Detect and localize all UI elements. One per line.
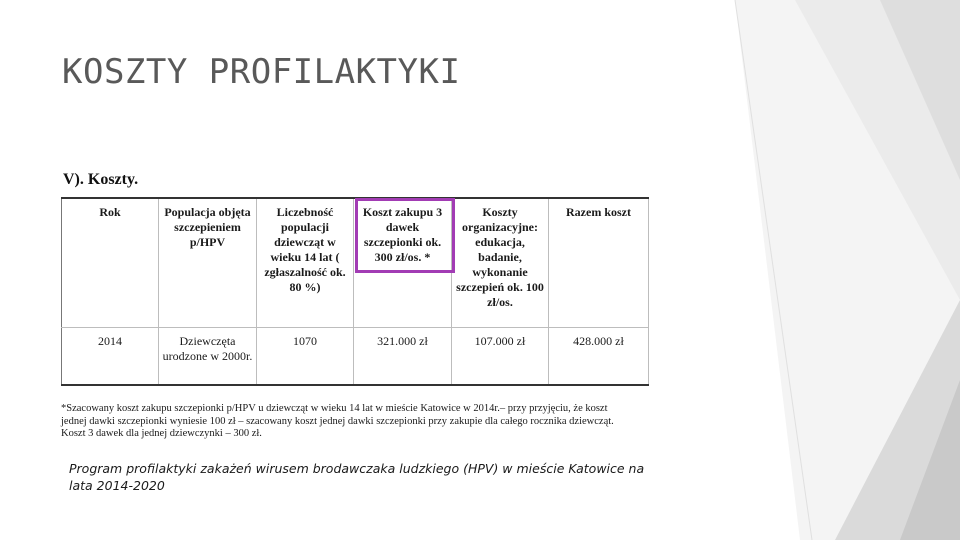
- cell-year: 2014: [62, 328, 159, 386]
- cell-vaccine-cost: 321.000 zł: [354, 328, 452, 386]
- cell-girls-count: 1070: [257, 328, 354, 386]
- footnote: [61, 403, 661, 441]
- table-row: [62, 328, 649, 386]
- slide-title: KOSZTY PROFILAKTYKI: [62, 52, 461, 92]
- header-total-cost: Razem koszt: [549, 198, 649, 328]
- costs-table: [61, 197, 649, 386]
- header-population: Populacja objęta szczepieniem p/HPV: [159, 198, 257, 328]
- source-caption: Program profilaktyki zakażeń wirusem brodawczaka ludzkiego (HPV) w mieście Katowice na lata 2014-2020: [69, 461, 645, 493]
- header-year: Rok: [62, 198, 159, 328]
- cell-organizational-cost: 107.000 zł: [452, 328, 549, 386]
- header-girls-count: Liczebność populacji dziewcząt w wieku 14 lat ( zgłaszalność ok. 80 %): [257, 198, 354, 328]
- table-header-row: [62, 198, 649, 328]
- footnote-line: Koszt 3 dawek dla jednej dziewczynki – 300 zł.: [61, 428, 262, 439]
- footnote-line: *Szacowany koszt zakupu szczepionki p/HPV u dziewcząt w wieku 14 lat w mieście Katowice w 2014r.– przy przyjęciu, że koszt: [61, 403, 608, 414]
- cell-total-cost: 428.000 zł: [549, 328, 649, 386]
- header-vaccine-cost: Koszt zakupu 3 dawek szczepionki ok. 300 zł/os. *: [354, 198, 452, 328]
- header-organizational-cost: Koszty organizacyjne: edukacja, badanie, wykonanie szczepień ok. 100 zł/os.: [452, 198, 549, 328]
- cell-population: Dziewczęta urodzone w 2000r.: [159, 328, 257, 386]
- footnote-line: jednej dawki szczepionki wyniesie 100 zł – szacowany koszt jednej dawki szczepionki przy zakupie dla całego rocznika dziewcząt.: [61, 415, 614, 427]
- section-heading: V). Koszty.: [63, 171, 139, 188]
